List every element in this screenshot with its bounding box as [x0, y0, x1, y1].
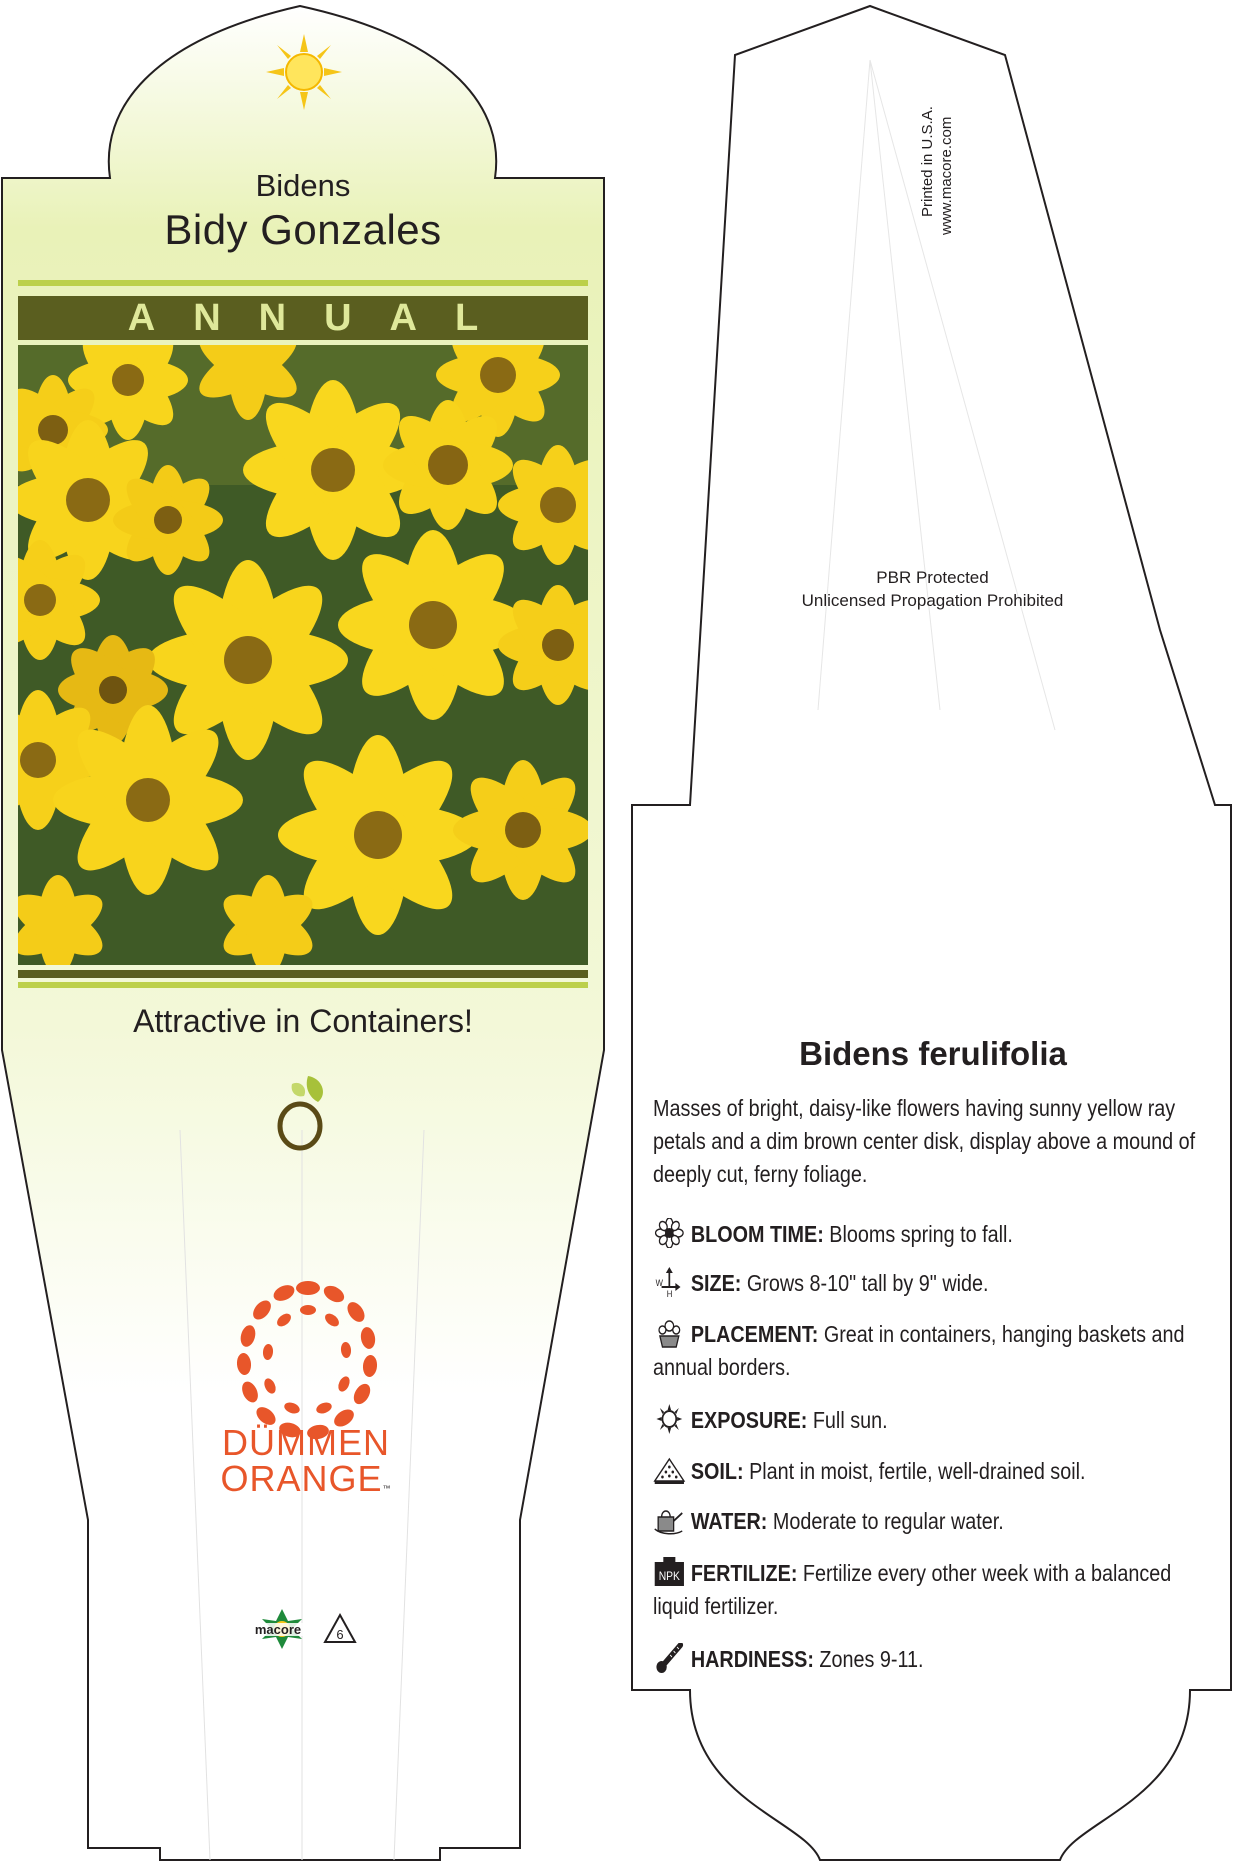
care-label: BLOOM TIME: — [690, 1221, 824, 1247]
npk-icon — [653, 1557, 686, 1587]
care-text: Blooms spring to fall. — [823, 1221, 1013, 1247]
sun-icon — [264, 32, 344, 112]
flower-icon — [653, 1218, 686, 1248]
svg-text:macore: macore — [254, 1622, 302, 1637]
care-size — [653, 1267, 1221, 1300]
recycle-icon — [325, 1615, 355, 1642]
dummen-orange-wordmark — [206, 1422, 406, 1507]
care-bloom-time — [653, 1218, 1221, 1251]
svg-text:6: 6 — [336, 1627, 344, 1642]
tagline: Attractive in Containers! — [133, 1003, 473, 1039]
plant-type-band: ANNUAL — [18, 296, 588, 340]
website-text: www.macore.com — [938, 116, 955, 235]
placement-icon — [653, 1318, 686, 1348]
care-hardiness — [653, 1643, 1221, 1676]
thermometer-icon — [653, 1643, 686, 1673]
care-label: SOIL: — [690, 1458, 744, 1484]
care-text: Fertilize every other week with a balanced liquid fertilizer. — [653, 1560, 1172, 1619]
care-text: Zones 9-11. — [813, 1646, 924, 1672]
care-label: EXPOSURE: — [690, 1407, 808, 1433]
care-label: PLACEMENT: — [690, 1321, 819, 1347]
printed-in-text: Printed in U.S.A. — [919, 106, 936, 217]
pbr-line-2: Unlicensed Propagation Prohibited — [801, 591, 1064, 610]
plant-genus: Bidens — [255, 168, 351, 203]
care-fertilize — [653, 1557, 1221, 1623]
care-text: Moderate to regular water. — [767, 1508, 1004, 1534]
care-label: SIZE: — [690, 1270, 742, 1296]
svg-text:H: H — [666, 1288, 673, 1297]
care-placement — [653, 1318, 1221, 1384]
care-exposure — [653, 1404, 1221, 1437]
svg-text:NPK: NPK — [658, 1570, 680, 1584]
care-text: Plant in moist, fertile, well-drained soil. — [743, 1458, 1086, 1484]
scientific-name: Bidens ferulifolia — [799, 1035, 1067, 1072]
pbr-line-1: PBR Protected — [876, 568, 989, 587]
svg-text:W: W — [655, 1277, 663, 1289]
macore-logo-icon — [244, 1605, 364, 1655]
plant-photo — [18, 345, 588, 965]
sun-icon — [653, 1404, 686, 1434]
care-soil — [653, 1455, 1221, 1488]
care-label: HARDINESS: — [690, 1646, 814, 1672]
watering-can-icon — [653, 1505, 686, 1535]
care-water — [653, 1505, 1221, 1538]
pbr-notice — [730, 566, 1135, 612]
care-text: Grows 8-10" tall by 9" wide. — [741, 1270, 989, 1296]
care-text: Great in containers, hanging baskets and annual borders. — [653, 1321, 1185, 1380]
brand-line-1: DÜMMEN — [222, 1422, 390, 1463]
size-icon — [653, 1267, 686, 1297]
soil-icon — [653, 1455, 686, 1485]
trademark: ™ — [382, 1484, 392, 1493]
plant-cultivar: Bidy Gonzales — [164, 206, 442, 253]
seed-logo-icon — [270, 1072, 332, 1152]
brand-line-2: ORANGE™ — [220, 1458, 392, 1499]
plant-description: Masses of bright, daisy-like flowers having sunny yellow ray petals and a dim brown center disk, display above a mound of deeply cut, ferny foliage. — [653, 1095, 1196, 1187]
care-label: WATER: — [690, 1508, 768, 1534]
care-label: FERTILIZE: — [690, 1560, 798, 1586]
care-text: Full sun. — [807, 1407, 888, 1433]
